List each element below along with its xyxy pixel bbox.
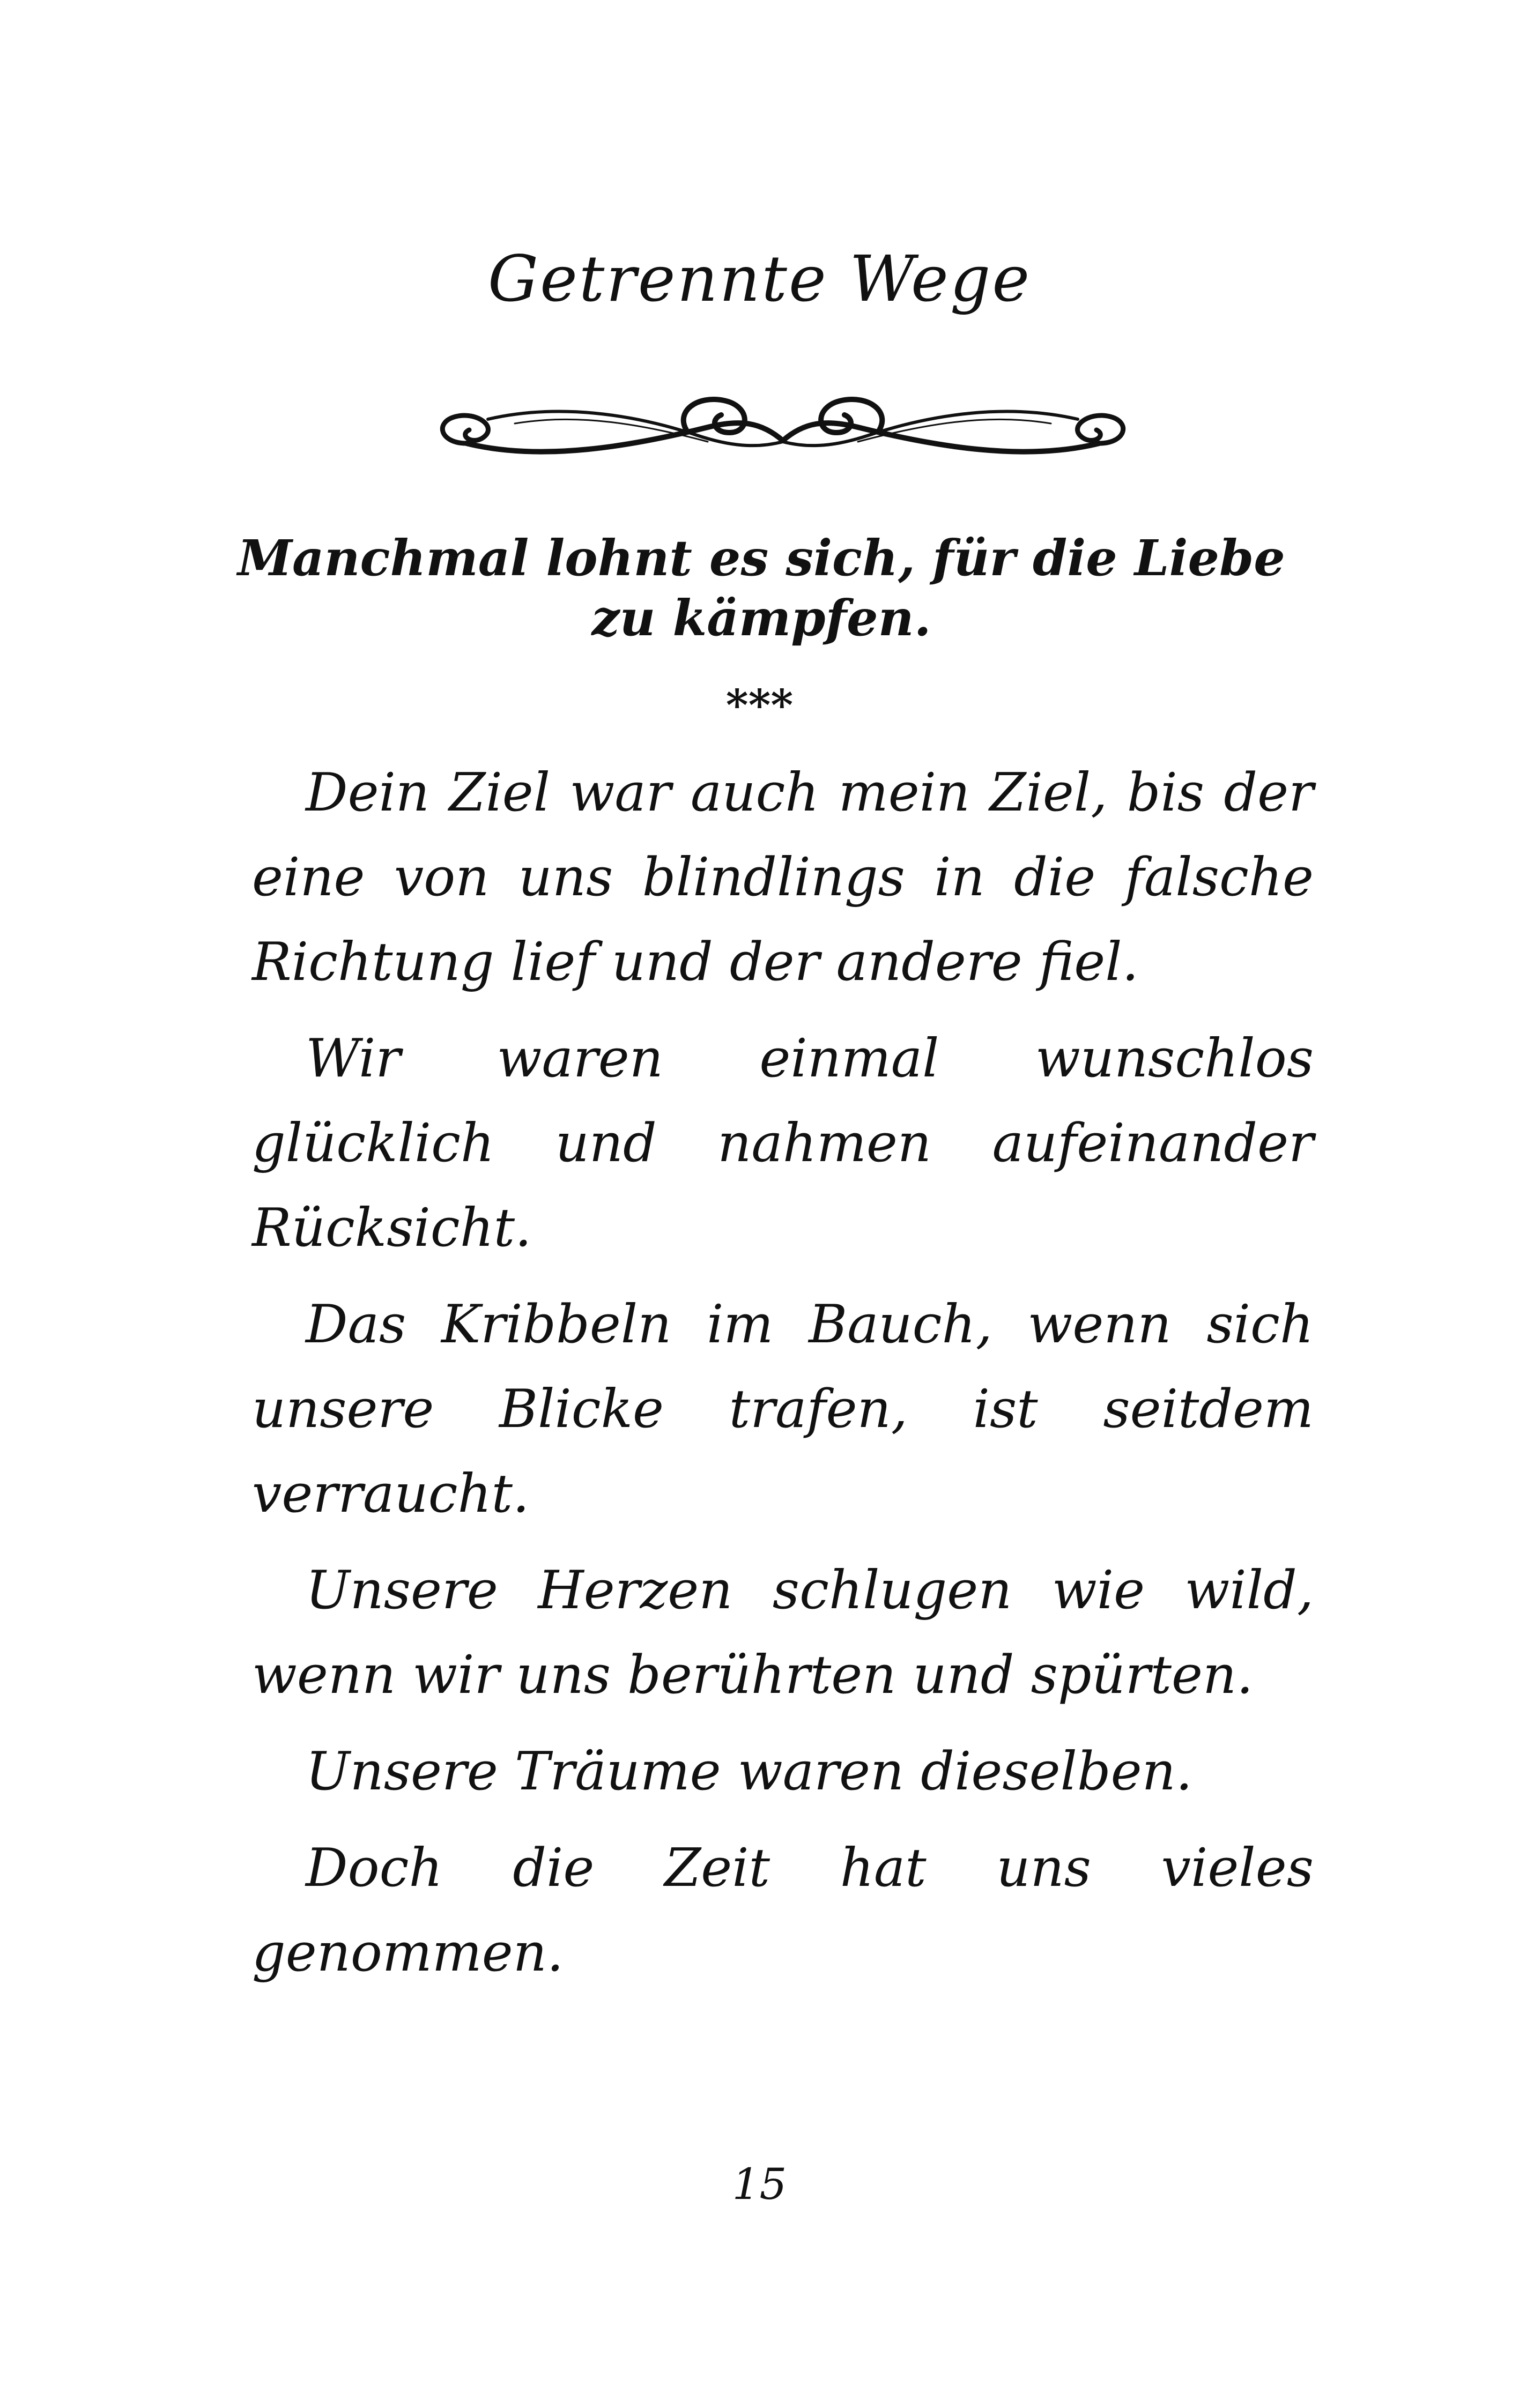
page-number: 15 — [732, 2159, 787, 2209]
poem-epigraph: Manchmal lohnt es sich, für die Liebe zu kämpfen. — [238, 529, 1285, 647]
poem-paragraph: Doch die Zeit hat uns vieles genommen. — [252, 1838, 1314, 1983]
poem-body — [252, 750, 1314, 1995]
poem-paragraph: Dein Ziel war auch mein Ziel, bis der eine von uns blindlings in die falsche Richtung lief und der andere fiel. — [252, 762, 1314, 993]
poem-paragraph: Das Kribbeln im Bauch, wenn sich unsere Blicke trafen, ist seitdem verraucht. — [252, 1294, 1314, 1525]
poem-title: Getrennte Wege — [487, 242, 1032, 316]
section-separator: *** — [725, 680, 794, 730]
poem-paragraph: Unsere Herzen schlugen wie wild, wenn wir uns berührten und spürten. — [252, 1560, 1314, 1706]
poem-paragraph: Wir waren einmal wunschlos glücklich und nahmen aufeinander Rücksicht. — [252, 1028, 1314, 1259]
poem-paragraph: Unsere Träume waren dieselben. — [306, 1741, 1192, 1802]
flourish-ornament-icon — [407, 382, 1158, 478]
